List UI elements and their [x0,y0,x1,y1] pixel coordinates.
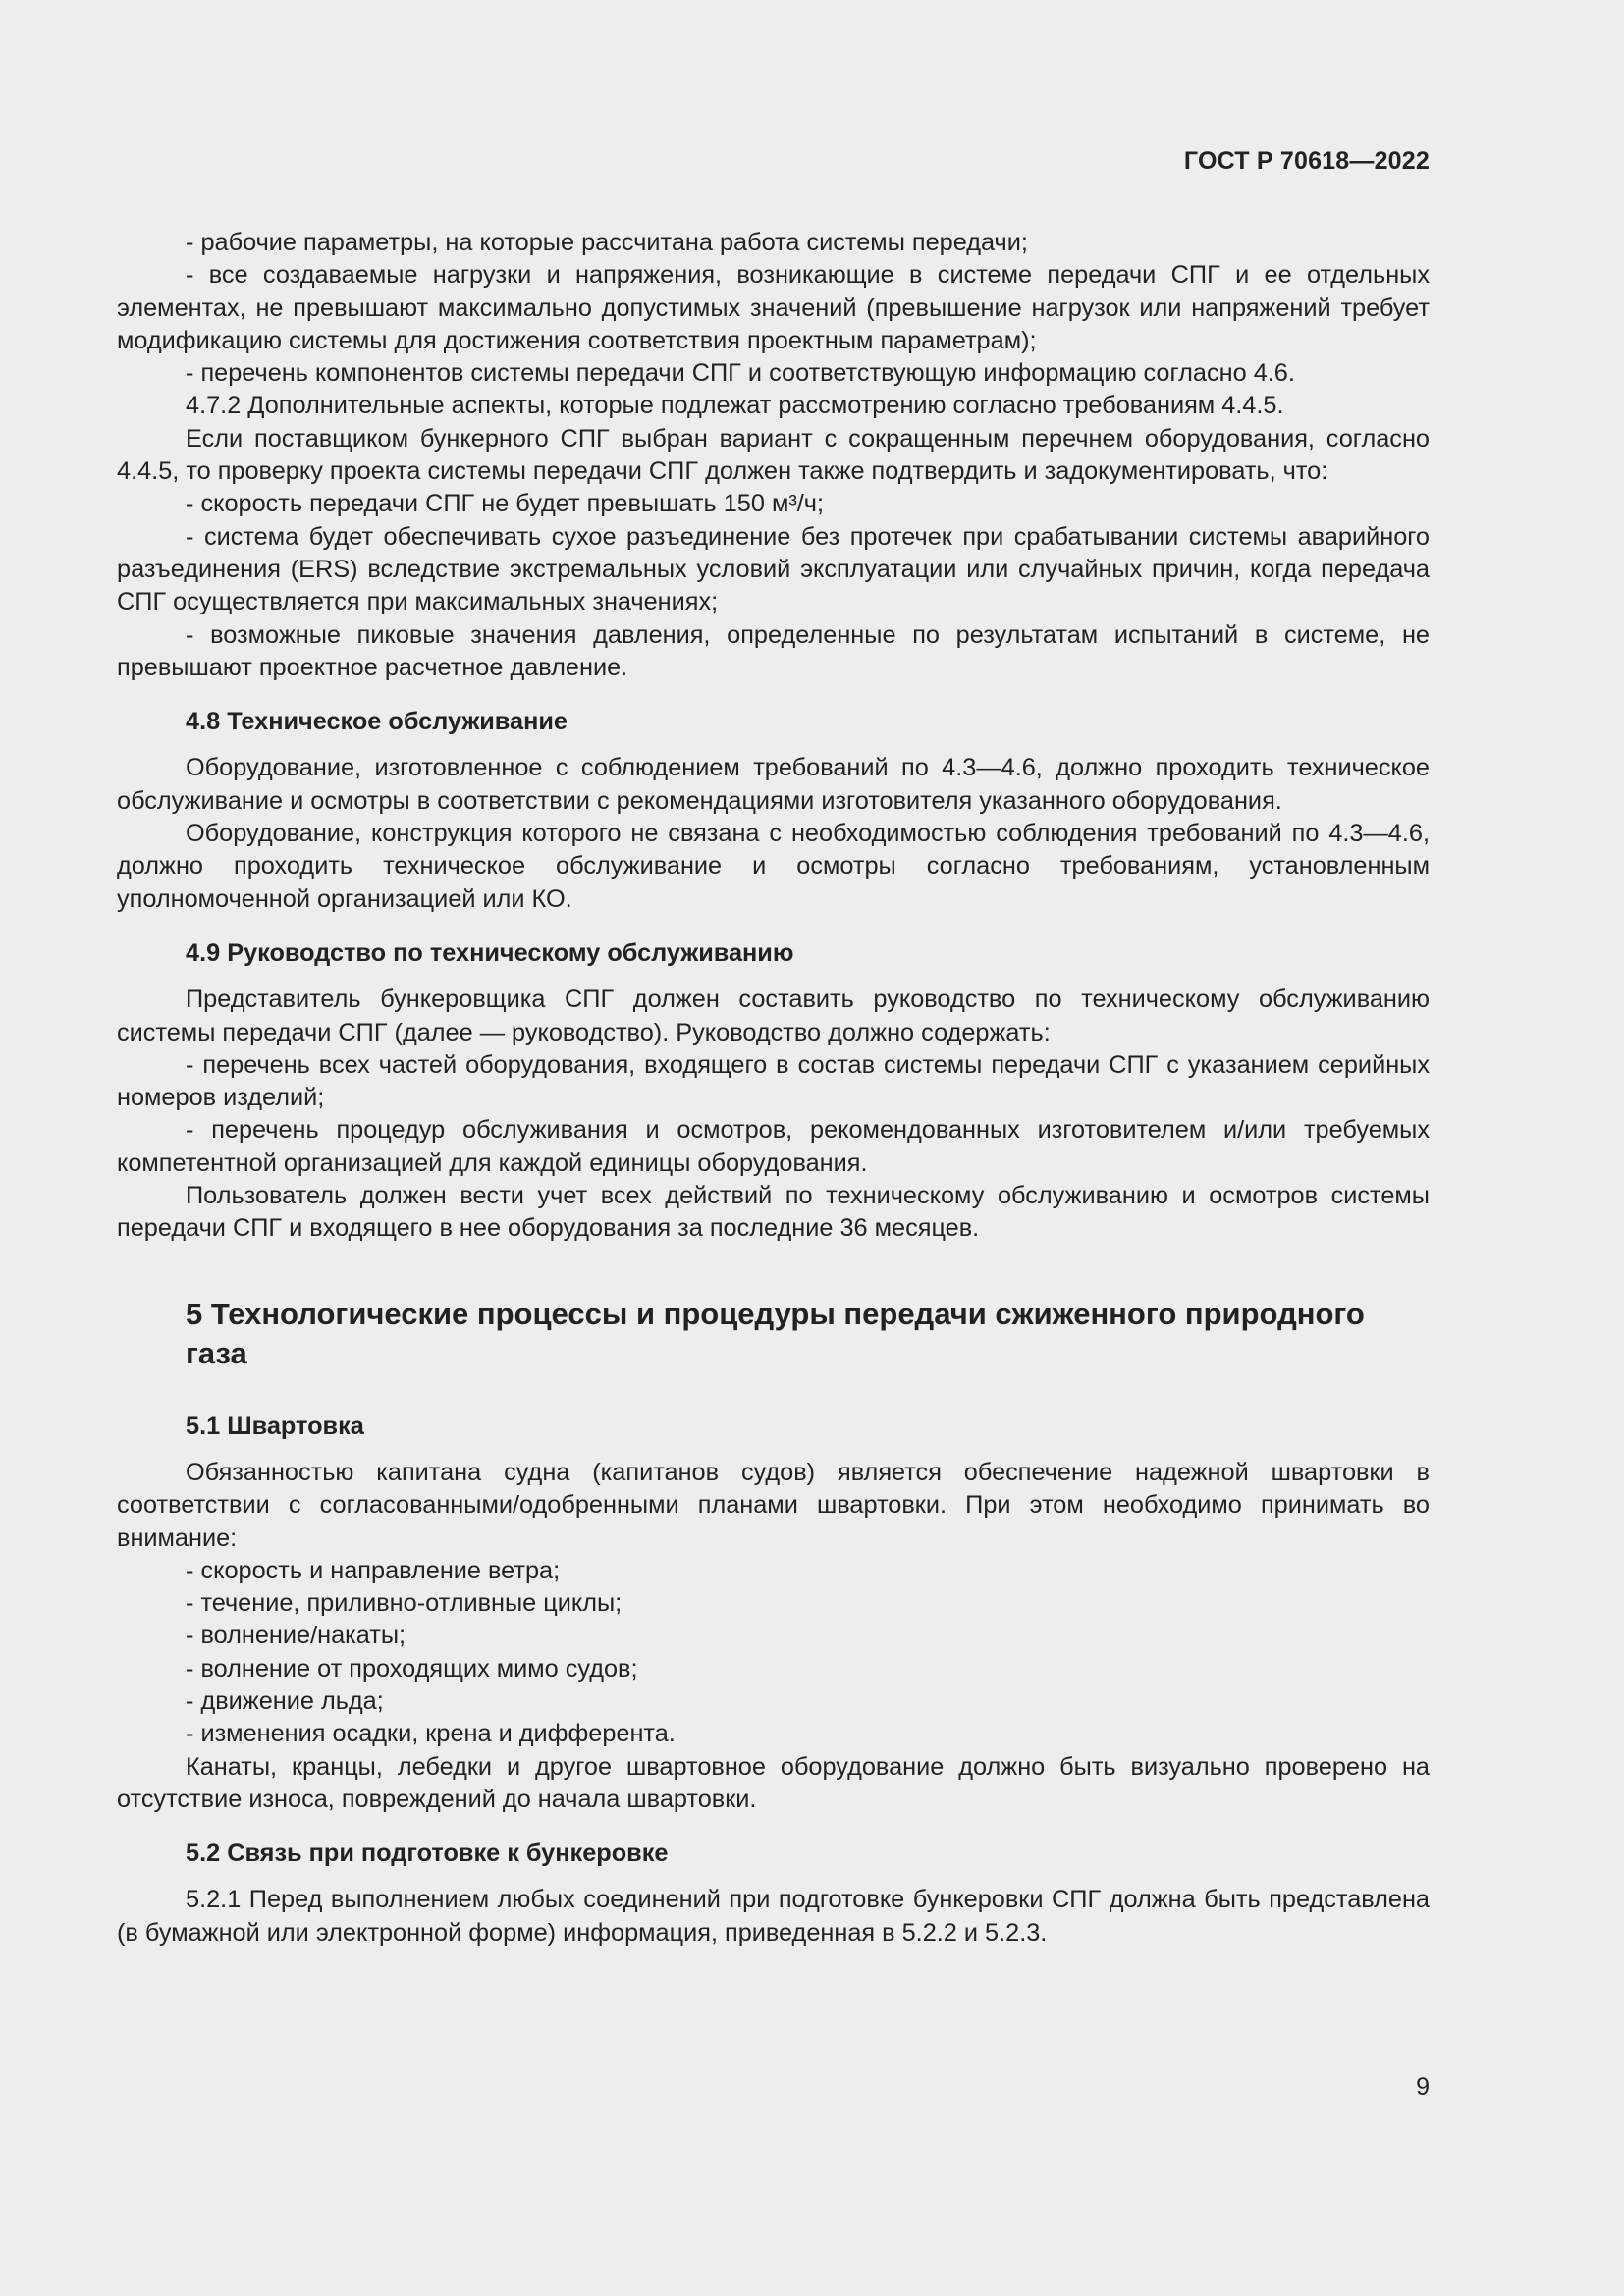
list-item: - изменения осадки, крена и дифферента. [186,1720,676,1748]
paragraph: 5.2.1 Перед выполнением любых соединений при подготовке бункеровки СПГ должна быть представлена (в бумажной или электронной форме) информация, приведенная в 5.2.2 и 5.2.3. [117,1886,1430,1947]
section-heading-4-8: 4.8 Техническое обслуживание [186,708,568,736]
paragraph: Если поставщиком бункерного СПГ выбран вариант с сокращенным перечнем оборудования, согласно 4.4.5, то проверку проекта системы передачи СПГ должен также подтвердить и задокументировать, что: [117,424,1430,486]
section-heading-5-1: 5.1 Швартовка [186,1412,364,1440]
list-item: - перечень процедур обслуживания и осмотров, рекомендованных изготовителем и/или требуемых компетентной организацией для каждой единицы оборудования. [117,1116,1430,1177]
list-item: - течение, приливно-отливные циклы; [186,1589,623,1618]
list-item: - скорость передачи СПГ не будет превышать 150 м³/ч; [186,490,824,518]
list-item: - волнение от проходящих мимо судов; [186,1654,638,1682]
list-item: - перечень компонентов системы передачи СПГ и соответствующую информацию согласно 4.6. [186,359,1295,388]
chapter-heading-5: 5 Технологические процессы и процедуры передачи сжиженного природного газа [186,1296,1365,1370]
paragraph: Обязанностью капитана судна (капитанов судов) является обеспечение надежной швартовки в соответствии с согласованными/одобренными планами швартовки. При этом необходимо принимать во внимание: [117,1458,1430,1552]
section-heading-4-9: 4.9 Руководство по техническому обслуживанию [186,938,794,967]
list-item: - движение льда; [186,1686,384,1715]
page-number: 9 [1416,2073,1430,2101]
document-body [117,227,1430,1949]
paragraph: Пользователь должен вести учет всех действий по техническому обслуживанию и осмотров системы передачи СПГ и входящего в нее оборудования за последние 36 месяцев. [117,1182,1430,1243]
list-item: - скорость и направление ветра; [186,1556,561,1584]
section-heading-5-2: 5.2 Связь при подготовке к бункеровке [186,1840,669,1868]
paragraph: Оборудование, изготовленное с соблюдением требований по 4.3—4.6, должно проходить техническое обслуживание и осмотры в соответствии с рекомендациями изготовителя указанного оборудования. [117,754,1430,815]
list-item: - все создаваемые нагрузки и напряжения, возникающие в системе передачи СПГ и ее отдельных элементах, не превышают максимально допустимых значений (превышение нагрузок или напряжений требует модификацию системы для достижения соответствия проектным параметрам); [117,261,1430,354]
paragraph: Оборудование, конструкция которого не связана с необходимостью соблюдения требований по 4.3—4.6, должно проходить техническое обслуживание и осмотры согласно требованиям, установленным уполномоченной организацией или КО. [117,820,1430,913]
paragraph: Представитель бункеровщика СПГ должен составить руководство по техническому обслуживанию системы передачи СПГ (далее — руководство). Руководство должно содержать: [117,986,1430,1046]
paragraph: Канаты, кранцы, лебедки и другое швартовное оборудование должно быть визуально проверено на отсутствие износа, повреждений до начала швартовки. [117,1752,1430,1813]
document-code: ГОСТ Р 70618—2022 [1183,147,1430,175]
list-item: - волнение/накаты; [186,1622,406,1650]
paragraph: 4.7.2 Дополнительные аспекты, которые подлежат рассмотрению согласно требованиям 4.4.5. [186,392,1284,420]
list-item: - перечень всех частей оборудования, входящего в состав системы передачи СПГ с указанием серийных номеров изделий; [117,1050,1430,1112]
list-item: - рабочие параметры, на которые рассчитана работа системы передачи; [186,229,1028,256]
list-item: - система будет обеспечивать сухое разъединение без протечек при срабатывании системы аварийного разъединения (ERS) вследствие экстремальных условий эксплуатации или случайных причин, когда передача СПГ осуществляется при максимальных значениях; [117,522,1430,616]
list-item: - возможные пиковые значения давления, определенные по результатам испытаний в системе, не превышают проектное расчетное давление. [117,620,1430,681]
